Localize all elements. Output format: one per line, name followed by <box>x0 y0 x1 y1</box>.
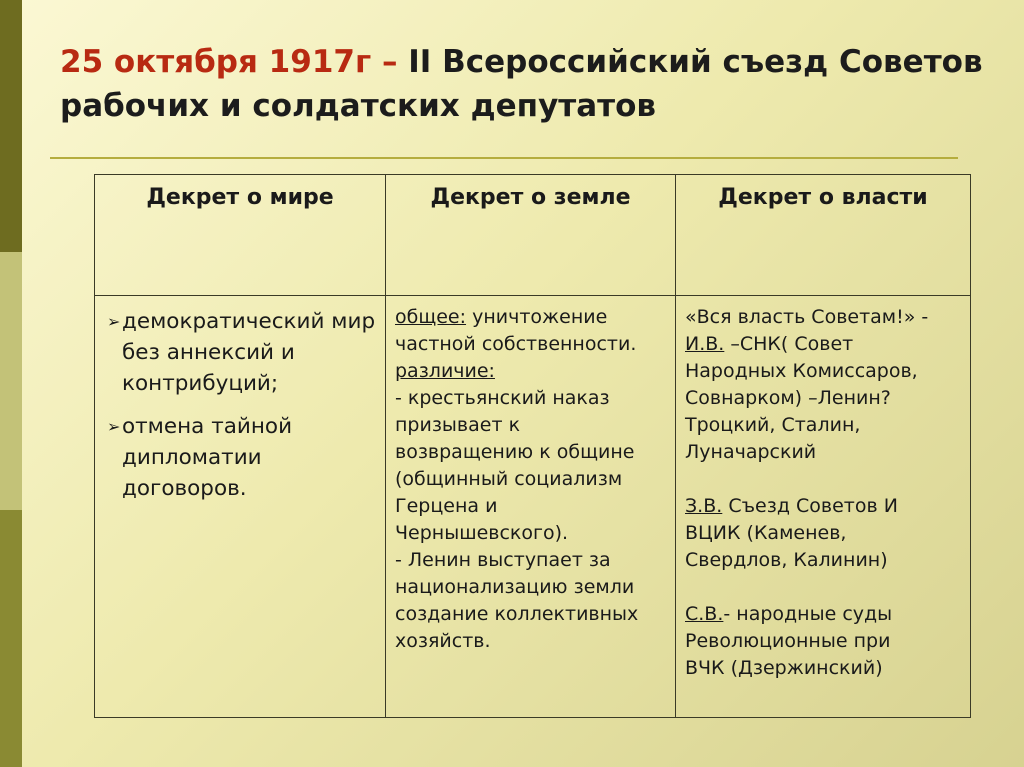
land-line: (общинный социализм <box>395 468 623 490</box>
land-line: призывает к <box>395 414 521 436</box>
power-sv <box>685 601 964 628</box>
power-cell <box>676 296 971 718</box>
power-line: ВЧК (Дзержинский) <box>685 657 883 679</box>
land-general <box>395 304 669 331</box>
land-general-label: общее: <box>395 306 467 328</box>
sidebar-bar-top <box>0 0 22 252</box>
power-zv-text: Съезд Советов И <box>728 495 898 517</box>
title-divider <box>50 157 958 159</box>
power-line: ВЦИК (Каменев, <box>685 522 847 544</box>
spacer <box>685 574 964 601</box>
power-sv-label: С.В. <box>685 603 724 625</box>
peace-cell <box>95 296 386 718</box>
sidebar-bar-bottom <box>0 510 22 767</box>
power-iv <box>685 331 964 358</box>
header-row <box>95 175 971 296</box>
arrow-bullet-icon: ➢ <box>107 312 121 331</box>
land-line: Чернышевского). <box>395 522 569 544</box>
power-zv <box>685 493 964 520</box>
sidebar-bar-middle <box>0 252 22 510</box>
land-cell <box>386 296 676 718</box>
peace-item <box>107 306 377 399</box>
land-general-text: уничтожение <box>472 306 608 328</box>
power-line: Революционные при <box>685 630 891 652</box>
power-line: Троцкий, Сталин, <box>685 414 861 436</box>
peace-item-text: демократический мир без аннексий и контрибуций; <box>122 309 376 396</box>
land-line: хозяйств. <box>395 630 491 652</box>
arrow-bullet-icon: ➢ <box>107 417 121 436</box>
power-line: Народных Комиссаров, <box>685 360 918 382</box>
header-land: Декрет о земле <box>386 175 676 296</box>
land-difference-label: различие: <box>395 360 495 382</box>
power-line: Свердлов, Калинин) <box>685 549 888 571</box>
peace-item-text: отмена тайной дипломатии договоров. <box>122 414 293 501</box>
power-line: Луначарский <box>685 441 817 463</box>
slide-title <box>60 40 1000 128</box>
power-sv-text: - народные суды <box>723 603 893 625</box>
title-date: 25 октября 1917г – <box>60 44 398 80</box>
title-line2: рабочих и солдатских депутатов <box>60 88 657 124</box>
land-line: - Ленин выступает за <box>395 549 611 571</box>
land-line: частной собственности. <box>395 333 637 355</box>
land-line: возвращению к общине <box>395 441 635 463</box>
land-line: Герцена и <box>395 495 498 517</box>
header-peace: Декрет о мире <box>95 175 386 296</box>
decrees-table <box>94 174 971 718</box>
land-line: - крестьянский наказ <box>395 387 610 409</box>
spacer <box>685 466 964 493</box>
land-line: создание коллективных <box>395 603 639 625</box>
title-line1: II Всероссийский съезд Советов <box>408 44 983 80</box>
power-iv-label: И.В. <box>685 333 725 355</box>
power-slogan: «Вся власть Советам!» - <box>685 306 929 328</box>
power-zv-label: З.В. <box>685 495 723 517</box>
power-iv-text: –СНК( Совет <box>730 333 854 355</box>
body-row <box>95 296 971 718</box>
peace-item <box>107 411 377 504</box>
land-line: национализацию земли <box>395 576 635 598</box>
power-line: Совнарком) –Ленин? <box>685 387 891 409</box>
header-power: Декрет о власти <box>676 175 971 296</box>
